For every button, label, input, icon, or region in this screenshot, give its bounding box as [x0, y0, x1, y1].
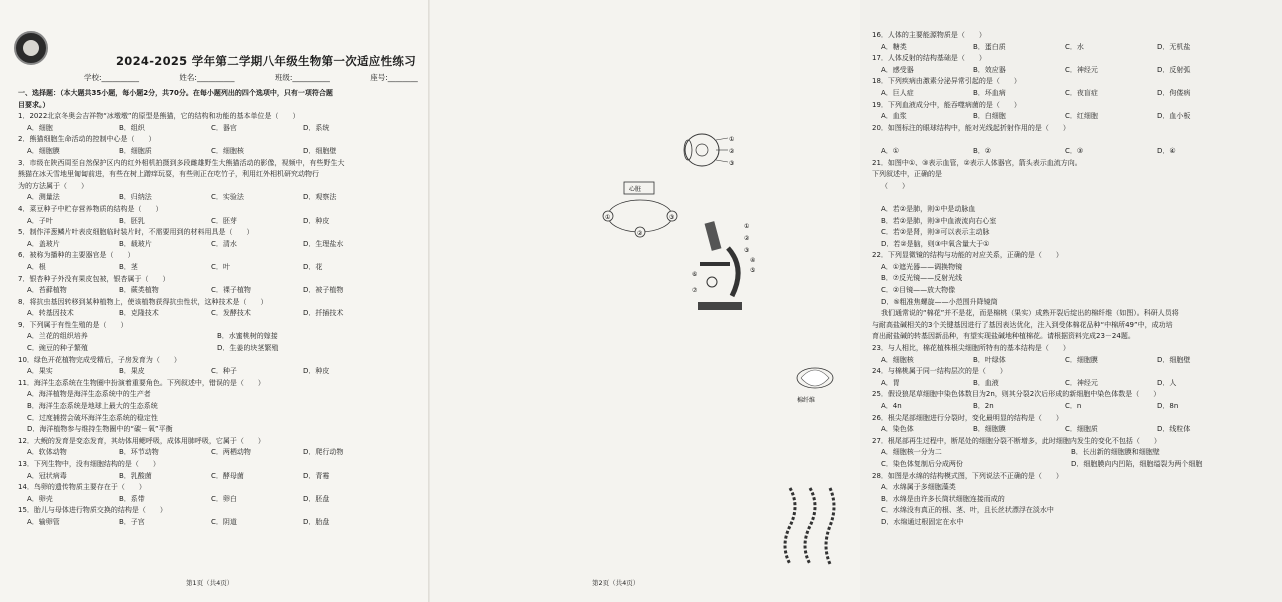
answer-options — [18, 331, 428, 343]
answer-option: D．种皮 — [303, 216, 330, 225]
question-line: 熊猫在冰天雪地里匍匐前进，有些在树上蹭痒玩耍，有些则正在吃竹子，利用红外相机研究动物行 — [18, 170, 319, 179]
answer-option: D．胚盘 — [303, 494, 330, 503]
question-line: 21．如图中①、③表示血管，②表示人体器官，箭头表示血流方向。 — [872, 158, 1082, 167]
answer-option: C．细胞质 — [1065, 425, 1098, 434]
question-line: B．若②是肺，则③中血液流向右心室 — [881, 216, 997, 225]
answer-option: A．细胞核 — [881, 355, 914, 364]
answer-option: D．系统 — [303, 123, 330, 132]
answer-option: D．生姜的块茎繁殖 — [217, 344, 279, 353]
answer-options — [18, 216, 428, 228]
question-line: （ ） — [881, 181, 909, 190]
question-line: 2．熊猫细胞生命活动的控制中心是（ ） — [18, 135, 156, 144]
answer-option: D．佝偻病 — [1157, 88, 1191, 97]
answer-option: D．细胞膜向内凹陷，细胞缢裂为两个细胞 — [1071, 459, 1203, 468]
scope-label-3: ③ — [744, 247, 750, 254]
microscope-diagram — [688, 218, 760, 314]
vessel-label-3: ③ — [669, 214, 675, 221]
question-line: 13．下列生物中，没有细胞结构的是（ ） — [18, 460, 160, 468]
name-field: 姓名:__________ — [179, 73, 235, 82]
cotton-label: 棉纤维 — [797, 397, 816, 404]
answer-option: C．神经元 — [1065, 378, 1098, 387]
answer-option: B．环节动物 — [119, 448, 159, 457]
answer-option: A．胃 — [881, 378, 900, 387]
answer-options — [872, 111, 1282, 123]
answer-option: D．花 — [303, 262, 323, 271]
question-line: 1．2022北京冬奥会吉祥物“冰墩墩”的原型是熊猫，它的结构和功能的基本单位是（ ） — [18, 112, 300, 121]
answer-option: C．发酵技术 — [211, 309, 251, 318]
answer-option: A．细胞 — [27, 123, 53, 132]
answer-option: B．蛋白质 — [973, 42, 1006, 51]
answer-option: D．生理盐水 — [303, 239, 344, 248]
answer-options — [18, 146, 428, 158]
student-info-line — [84, 72, 456, 83]
answer-option: C．夜盲症 — [1065, 88, 1098, 97]
answer-options — [18, 192, 428, 204]
answer-options — [872, 65, 1282, 77]
eye-label-1: ① — [729, 136, 735, 143]
answer-options — [872, 424, 1282, 436]
answer-option: A．测量法 — [27, 193, 60, 202]
answer-options — [872, 447, 1282, 459]
question-line: 17．人体反射的结构基础是（ ） — [872, 54, 986, 63]
spirogyra-diagram — [780, 486, 840, 566]
page-footer-right: 第2页（共4页） — [592, 579, 640, 587]
right-page — [430, 0, 1203, 602]
answer-options — [18, 471, 428, 483]
answer-option: C．两栖动物 — [211, 448, 251, 457]
answer-option: A．细胞核一分为二 — [881, 448, 942, 457]
answer-option: C．实验法 — [211, 193, 244, 202]
exam-title: 2024-2025 学年第二学期八年级生物第一次适应性练习 — [116, 54, 416, 68]
answer-option: D．爬行动物 — [303, 448, 344, 457]
answer-option: A．糖类 — [881, 42, 907, 51]
vessel-label-2: ② — [637, 230, 643, 237]
question-line: 11．海洋生态系统在生物圈中扮演着重要角色。下列叙述中，错误的是（ ） — [18, 378, 265, 387]
answer-option: C．细胞核 — [211, 146, 244, 155]
answer-option: C．胚芽 — [211, 216, 237, 225]
answer-option: C．细胞膜 — [1065, 355, 1098, 364]
answer-option: D．反射弧 — [1157, 65, 1191, 74]
seat-field: 座号:________ — [370, 73, 418, 82]
question-line: 24．与棉桃属于同一结构层次的是（ ） — [872, 367, 1007, 376]
answer-option: C．酵母菌 — [211, 471, 244, 480]
question-line: 18．下列疾病由激素分泌异常引起的是（ ） — [872, 77, 1021, 86]
answer-option: C．卵白 — [211, 494, 237, 503]
answer-option: A．软体动物 — [27, 448, 67, 457]
answer-option: A．转基因技术 — [27, 309, 74, 318]
school-logo-icon — [14, 31, 48, 65]
answer-option: B．血液 — [973, 378, 999, 387]
question-line: 27．根尾部再生过程中，断尾处的细胞分裂不断增多，此时细胞内发生的变化不包括（ ） — [872, 436, 1161, 445]
question-line: C．②目镜——放大物像 — [881, 286, 956, 295]
answer-option: B．克隆技术 — [119, 309, 159, 318]
answer-options — [872, 401, 1282, 413]
answer-option: B．系带 — [119, 494, 145, 503]
circulation-diagram — [600, 180, 680, 244]
answer-option: A．卵壳 — [27, 494, 53, 503]
answer-option: B．乳酸菌 — [119, 471, 152, 480]
answer-options — [18, 343, 428, 355]
question-line: D．水绵通过根固定在水中 — [881, 517, 964, 526]
answer-option: D．线粒体 — [1157, 425, 1191, 434]
question-line: D．⑤粗准焦螺旋——小范围升降镜筒 — [881, 297, 998, 306]
question-line: C．水绵没有真正的根、茎、叶，且长丝状漂浮在淡水中 — [881, 506, 1054, 515]
answer-options — [18, 123, 428, 135]
question-line: A．水绵属于多细胞藻类 — [881, 483, 956, 492]
answer-option: B．水蜜桃树的嫁接 — [217, 332, 278, 341]
answer-option: C．染色体复制后分成两份 — [881, 459, 963, 468]
question-line: 为的方法属于（ ） — [18, 181, 88, 190]
answer-option: B．茎 — [119, 262, 138, 271]
answer-option: B．长出新的细胞膜和细胞壁 — [1071, 448, 1160, 457]
question-line: 我们通常说的“棉花”并不是花，而是棉桃（果实）成熟开裂后绽出的棉纤维（如图）。科研人员将 — [881, 309, 1179, 318]
question-line: B．水绵是由许多长筒状细胞连接而成的 — [881, 494, 1005, 503]
answer-option: D．胎盘 — [303, 517, 330, 526]
answer-options — [18, 517, 428, 529]
answer-options — [18, 494, 428, 506]
scope-label-2: ② — [744, 235, 750, 242]
question-line: A．若②是肺，则①中是动脉血 — [881, 204, 976, 213]
answer-option: B．归纳法 — [119, 193, 152, 202]
answer-option: D．④ — [1157, 146, 1176, 155]
question-line: 20．如图标注的眼球结构中，能对光线起折射作用的是（ ） — [872, 123, 1070, 132]
answer-option: A．盖玻片 — [27, 239, 60, 248]
question-line: D．海洋植物参与维持生物圈中的“碳－氧”平衡 — [27, 425, 173, 434]
answer-option: C．豌豆的种子繁殖 — [27, 344, 88, 353]
question-line — [872, 134, 1282, 146]
answer-option: A．染色体 — [881, 425, 914, 434]
question-line: 28．如图是水绵的结构模式图，下列说法不正确的是（ ） — [872, 471, 1063, 480]
answer-options — [872, 378, 1282, 390]
class-field: 班级:__________ — [274, 73, 330, 82]
answer-options — [872, 146, 1282, 158]
school-field: 学校:__________ — [84, 73, 140, 82]
answer-option: B．坏血病 — [973, 88, 1006, 97]
answer-option: C．阴道 — [211, 517, 237, 526]
section-heading: 目要求。） — [18, 100, 50, 109]
answer-option: B．组织 — [119, 123, 145, 132]
question-line: A．①遮光器——调换物镜 — [881, 262, 963, 271]
answer-option: C．清水 — [211, 239, 237, 248]
question-line — [872, 192, 1282, 204]
answer-options — [18, 239, 428, 251]
question-line: 25．假设狼尾草细胞中染色体数目为2n，则其分裂2次后形成的新细胞中染色体数是（ ） — [872, 390, 1161, 399]
question-line: 3．市级在陕西周至自然保护区内的红外相机拍摄到多段雌雄野生大熊猫活动的影像，视频中，有些野生大 — [18, 158, 345, 167]
answer-option: D．细胞壁 — [303, 146, 337, 155]
answer-option: D．观察法 — [303, 193, 337, 202]
answer-options — [18, 447, 428, 459]
answer-option: B．细胞膜 — [973, 425, 1006, 434]
question-line: B．⑦反光镜——反射光线 — [881, 274, 963, 283]
answer-option: C．器官 — [211, 123, 237, 132]
answer-option: A．细胞膜 — [27, 146, 60, 155]
question-line: 14．鸟卵的遗传物质主要存在于（ ） — [18, 483, 146, 492]
answer-option: D．种皮 — [303, 367, 330, 376]
question-line: 与耐高盐碱相关的3个关键基因进行了基因表达优化，注入到受体棉花品种“中棉所49”中，成功培 — [872, 320, 1173, 329]
answer-option: A．苔藓植物 — [27, 286, 67, 295]
answer-option: D．人 — [1157, 378, 1177, 387]
eye-diagram — [680, 130, 736, 170]
question-line: 5．制作洋葱鳞片叶表皮细胞临时装片时，不需要用到的材料用具是（ ） — [18, 228, 254, 237]
question-line: 26．根尖尾部细胞进行分裂时，变化最明显的结构是（ ） — [872, 413, 1063, 422]
question-line: 10．绿色开花植物完成受精后，子房发育为（ ） — [18, 355, 181, 364]
answer-options — [18, 366, 428, 378]
answer-option: C．叶 — [211, 262, 230, 271]
answer-option: B．载玻片 — [119, 239, 152, 248]
answer-options — [18, 308, 428, 320]
question-line: C．过度捕捞会破坏海洋生态系统的稳定性 — [27, 413, 158, 422]
answer-option: A．感受器 — [881, 65, 914, 74]
answer-option: B．果皮 — [119, 367, 145, 376]
answer-option: A．血浆 — [881, 112, 907, 121]
right-questions — [872, 30, 1282, 529]
answer-option: B．2n — [973, 402, 994, 410]
answer-options — [18, 285, 428, 297]
answer-option: C．神经元 — [1065, 65, 1098, 74]
heart-label: 心脏 — [629, 186, 642, 193]
scope-label-1: ① — [744, 223, 750, 230]
question-line: D．若②是脑，则③中氧含量大于① — [881, 239, 990, 248]
answer-option: A．兰花的组织培养 — [27, 332, 88, 341]
question-line: 16．人体的主要能源物质是（ ） — [872, 31, 986, 39]
page-footer-left: 第1页（共4页） — [186, 579, 234, 587]
left-page — [0, 0, 430, 602]
question-line: 育出耐盐碱的转基因新品种，有望实现盐碱地种植棉花。请根据资料完成23－24题。 — [872, 332, 1135, 341]
cotton-diagram — [775, 358, 845, 406]
scope-label-5: ⑤ — [750, 267, 756, 274]
answer-option: A．冠状病毒 — [27, 471, 67, 480]
answer-options — [872, 459, 1282, 471]
scope-label-6: ⑥ — [692, 271, 698, 278]
answer-options — [872, 355, 1282, 367]
answer-options — [18, 262, 428, 274]
answer-option: C．种子 — [211, 367, 237, 376]
question-line: A．海洋植物是海洋生态系统中的生产者 — [27, 390, 151, 399]
question-line: B．海洋生态系统是地球上最大的生态系统 — [27, 402, 158, 411]
answer-option: B．子宫 — [119, 517, 145, 526]
left-questions — [18, 88, 428, 529]
answer-options — [872, 88, 1282, 100]
question-line: 下列叙述中，正确的是 — [872, 170, 942, 179]
section-heading: 一、选择题：（本大题共35小题，每小题2分，共70分。在每小题列出的四个选项中，只有一项符合题 — [18, 89, 333, 97]
eye-label-3: ③ — [729, 160, 735, 167]
answer-option: D．血小板 — [1157, 112, 1191, 121]
answer-option: A．① — [881, 146, 900, 155]
answer-option: A．4n — [881, 402, 902, 410]
question-line: 23．与人相比，棉花植株根尖细胞所特有的基本结构是（ ） — [872, 344, 1070, 353]
answer-option: C．③ — [1065, 146, 1084, 155]
question-line: 4．菜豆种子中贮存营养物质的结构是（ ） — [18, 204, 163, 213]
answer-option: C．n — [1065, 402, 1082, 410]
answer-option: D．无机盐 — [1157, 42, 1191, 51]
answer-option: B．胚乳 — [119, 216, 145, 225]
answer-option: D．8n — [1157, 402, 1179, 410]
answer-option: B．叶绿体 — [973, 355, 1006, 364]
answer-option: B．蕨类植物 — [119, 286, 159, 295]
answer-option: D．扦插技术 — [303, 309, 344, 318]
question-line: 8．将抗虫基因转移到某种植物上，使该植物获得抗虫性状，这种技术是（ ） — [18, 297, 268, 306]
question-line: C．若②是肾，则③可以表示主动脉 — [881, 228, 990, 237]
answer-option: A．根 — [27, 262, 46, 271]
answer-option: D．被子植物 — [303, 286, 344, 295]
question-line: 15．胎儿与母体进行物质交换的结构是（ ） — [18, 506, 167, 515]
answer-option: A．巨人症 — [881, 88, 914, 97]
answer-options — [872, 42, 1282, 54]
answer-option: B．② — [973, 146, 992, 155]
scope-label-7: ⑦ — [692, 287, 698, 294]
question-line: 12．大鲵的发育是变态发育，其幼体用鳃呼吸，成体用肺呼吸，它属于（ ） — [18, 436, 265, 445]
answer-option: D．青霉 — [303, 471, 330, 480]
answer-option: B．细胞质 — [119, 146, 152, 155]
question-line: 19．下列血液成分中，能吞噬病菌的是（ ） — [872, 100, 1021, 109]
answer-option: A．子叶 — [27, 216, 53, 225]
answer-option: D．细胞壁 — [1157, 355, 1191, 364]
question-line: 7．银杏种子外没有果皮包被，银杏属于（ ） — [18, 274, 170, 283]
vessel-label-1: ① — [605, 214, 611, 221]
answer-option: C．裸子植物 — [211, 286, 251, 295]
scope-label-4: ④ — [750, 257, 756, 264]
answer-option: B．效应器 — [973, 65, 1006, 74]
eye-label-2: ② — [729, 148, 735, 155]
answer-option: A．果实 — [27, 367, 53, 376]
answer-option: C．水 — [1065, 42, 1084, 51]
question-line: 6．被称为播种的主要器官是（ ） — [18, 251, 135, 260]
question-line: 9．下列属于有性生殖的是（ ） — [18, 320, 128, 329]
answer-option: A．输卵管 — [27, 517, 60, 526]
answer-option: B．白细胞 — [973, 112, 1006, 121]
question-line: 22．下列显微镜的结构与功能的对应关系，正确的是（ ） — [872, 251, 1063, 260]
answer-option: C．红细胞 — [1065, 112, 1098, 121]
